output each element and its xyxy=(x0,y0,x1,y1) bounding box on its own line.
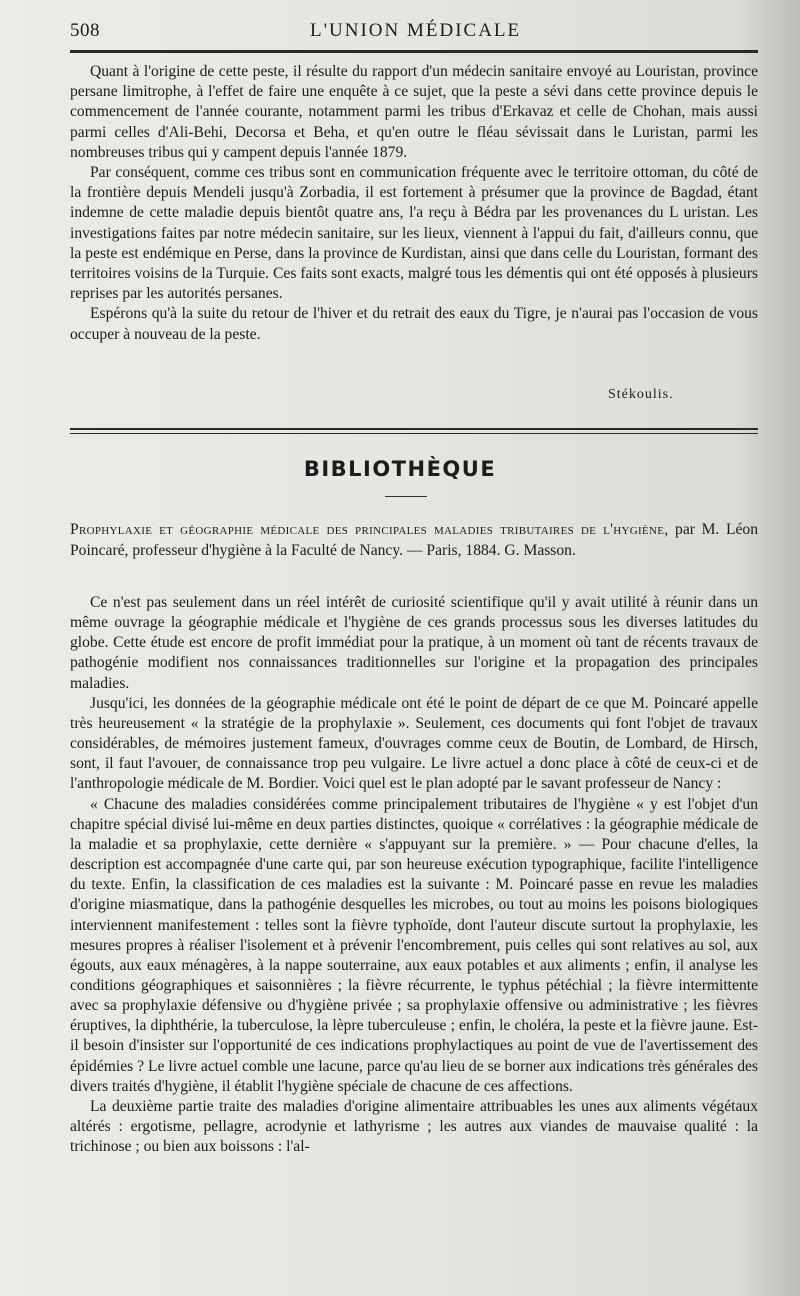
review-paragraph: « Chacune des maladies considérées comme principalement tributaires de l'hygiène « y est l'objet d'un chapitre spécial divisé lui-même en deux parties distinctes, quoique « corrélatives : la géographie médicale de la maladie et sa prophylaxie, cette dernière « s'appuyant sur la première. » — Pour chacune d'elles, la description est accompagnée d'une carte qui, par son heureuse exécution typographique, facilite l'intelligence du texte. Enfin, la classification de ces maladies est la suivante : M. Poincaré passe en revue les maladies d'origine miasmatique, dans la pathogénie desquelles les microbes, ou tout au moins les poisons biologiques interviennent manifestement : telles sont la fièvre typhoïde, dont l'auteur discute surtout la prophylaxie, les mesures propres à réaliser l'isolement et à prévenir l'encombrement, puis celles qui sont relatives au sol, aux égouts, aux eaux ménagères, à la nappe souterraine, aux eaux potables et aux aliments ; enfin, il analyse les conditions géographiques et saisonnières ; la fièvre récurrente, le typhus pétéchial ; la fièvre intermittente avec sa prophylaxie défensive ou d'hygiène privée ; sa prophylaxie offensive ou administrative ; les fièvres éruptives, la diphthérie, la tuberculose, la lèpre tuberculeuse ; enfin, le choléra, la peste et la fièvre jaune. Est-il besoin d'insister sur l'opportunité de ces indications prophylactiques au point de vue de l'avertissement des épidémies ? Le livre actuel comble une lacune, parce qu'au lieu de se borner aux indications très générales des divers traités d'hygiène, il établit l'hygiène spéciale de chacune de ces affections. xyxy=(70,795,758,1095)
review-paragraph: La deuxième partie traite des maladies d'origine alimentaire attribuables les unes aux aliments végétaux altérés : ergotisme, pellagre, acrodynie et lathyrisme ; les autres aux viandes de mauvaise qualité : la trichinose ; ou bien aux boissons : l'al- xyxy=(70,1097,758,1156)
author-signature: Stékoulis. xyxy=(608,387,674,402)
title-underline xyxy=(385,496,427,497)
article-paragraph: Espérons qu'à la suite du retour de l'hiver et du retrait des eaux du Tigre, je n'aurai pas l'occasion de vous occuper à nouveau de la peste. xyxy=(70,305,758,343)
article-ending xyxy=(70,62,758,345)
citation-book-title: Prophylaxie et géographie médicale des principales maladies tributaires de l'hygiène, xyxy=(70,521,669,538)
journal-title: L'UNION MÉDICALE xyxy=(310,20,522,41)
book-review xyxy=(70,593,758,1157)
running-header xyxy=(70,14,770,42)
section-title: BIBLIOTHÈQUE xyxy=(303,457,497,481)
section-separator-rule xyxy=(70,428,758,430)
review-paragraph: Ce n'est pas seulement dans un réel intérêt de curiosité scientifique qu'il y avait utilité à réunir dans un même ouvrage la géographie médicale et l'hygiène de ces grands processus sous les diverses latitudes du globe. Cette étude est encore de profit immédiat pour la pratique, à un moment où tant de récents travaux de pathogénie modifient nos connaissances traditionnelles sur l'origine et la propagation des principales maladies. xyxy=(70,594,758,692)
article-paragraph: Quant à l'origine de cette peste, il résulte du rapport d'un médecin sanitaire envoyé au Louristan, province persane limitrophe, à l'effet de faire une enquête à ce sujet, que la peste a sévi dans cette province depuis le commencement de l'année courante, notamment parmi les tribus d'Erkavaz et celle de Chohan, mais aussi parmi celles d'Ali-Behi, Decorsa et Beha, et qu'en outre le fléau sévissait dans le Luristan, parmi les nombreuses tribus qui y campent depuis l'année 1879. xyxy=(70,63,758,161)
book-citation xyxy=(70,520,758,561)
page-number: 508 xyxy=(70,20,100,41)
header-rule xyxy=(70,50,758,53)
review-paragraph: Jusqu'ici, les données de la géographie médicale ont été le point de départ de ce que M. Poincaré appelle très heureusement « la stratégie de la prophylaxie ». Seulement, ces documents qui font l'objet de travaux considérables, de mémoires justement fameux, d'ouvrages comme ceux de Boutin, de Lombard, de Hirsch, sont, il faut l'avouer, de connaissance trop peu vulgaire. Le livre actuel a donc place à côté de ceux-ci et de l'anthropologie médicale de M. Bordier. Voici quel est le plan adopté par le savant professeur de Nancy : xyxy=(70,694,758,793)
citation-details: par M. Léon Poincaré, professeur d'hygiène à la Faculté de Nancy. — Paris, 1884. G. Masson. xyxy=(70,521,758,559)
article-paragraph: Par conséquent, comme ces tribus sont en communication fréquente avec le territoire ottoman, du côté de la frontière depuis Mendeli jusqu'à Zorbadia, il est fortement à présumer que la province de Bagdad, étant indemne de cette maladie depuis bientôt quatre ans, l'a reçu à Bédra par les provenances du L uristan. Les investigations faites par notre médecin sanitaire, sur les lieux, viennent à l'appui du fait, d'ailleurs connu, que la peste est endémique en Perse, dans la province de Kurdistan, ainsi que dans celle du Louristan, formant des territoires voisins de la Turquie. Ces faits sont exacts, malgré tous les démentis qui ont été opposés à plusieurs reprises par les autorités persanes. xyxy=(70,164,758,303)
section-separator-rule-thin xyxy=(70,433,758,434)
